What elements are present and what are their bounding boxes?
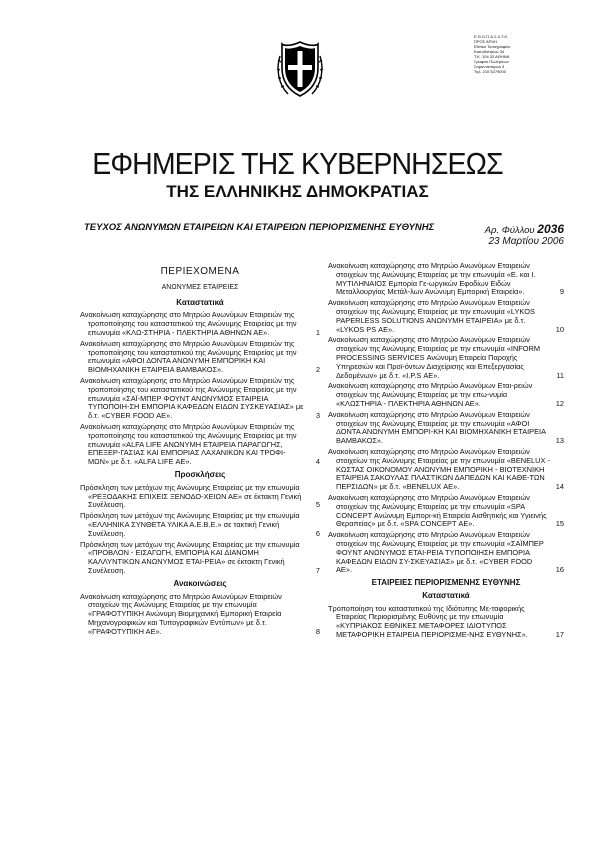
toc-entry-text: Ανακοίνωση καταχώρησης στο Μητρώο Ανωνύμων Εταιρειών στοιχείων της Ανώνυμης Εταιρείας με την επωνυμία «ΑΦΟΙ ΔΟΝΤΑ ΑΝΩΝΥΜΗ ΕΜΠΟΡΙ-ΚΗ ΚΑΙ ΒΙΟΜΗΧΑΝΙΚΗ ΕΤΑΙΡΕΙΑ ΒΑΜΒΑΚΟΣ». [328,409,546,446]
toc-entry-text: Ανακοίνωση καταχώρησης στο Μητρώο Ανωνύμων Εταιρειών στοιχείων της Ανώνυμης Εταιρείας με την επωνυμία «LYKOS PAPERLESS SOLUTIONS ΑΝΩΝΥΜΗ ΕΤΑΙΡΕΙΑ» με δ.τ. «LYKOS PS ΑΕ». [328,298,535,334]
toc-entry-text: Ανακοίνωση καταχώρησης στο Μητρώο Ανωνύμων Εταιρειών στοιχείων της Ανώνυμης Εταιρείας με την επωνυμία «SPA CONCEPT Ανώνυμη Εμπορι-κή Εταιρεία Αισθητικής και Υγιεινής Θεραπείας» με δ.τ. «SPA CONCEPT ΑΕ». [328,492,547,529]
toc-entry-page: 7 [315,565,320,575]
toc-entry[interactable] [80,377,320,421]
toc-entry[interactable] [80,512,320,538]
toc-entry-text: Ανακοίνωση καταχώρησης στο Μητρώο Ανωνύμων Εται-ρειών στοιχείων της Ανώνυμης Εταιρείας με την επω-νυμία «ΚΛΩΣΤΗΡΙΑ - ΠΛΕΚΤΗΡΙΑ ΑΘΗΝΩΝ ΑΕ». [328,381,533,408]
section-heading: ΕΤΑΙΡΕΙΕΣ ΠΕΡΙΟΡΙΣΜΕΝΗΣ ΕΥΘΥΝΗΣ [371,578,521,588]
toc-entry-text: Ανακοίνωση καταχώρησης στο Μητρώο Ανωνύμων Εταιρειών της τροποποίησης του καταστατικού της Ανώνυμης Εταιρείας με την επωνυμία «ΑΦΟΙ ΔΟΝΤΑ ΑΝΩΝΥΜΗ ΕΜΠΟΡΙΚΗ ΚΑΙ ΒΙΟΜΗΧΑΝΙΚΗ ΕΤΑΙΡΕΙΑ ΒΑΜΒΑΚΟΣ». [80,338,297,375]
toc-entry-page: 10 [555,324,564,334]
publisher-info [474,34,554,74]
masthead-title: ΕΦΗΜΕΡΙΣ ΤΗΣ ΚΥΒΕΡΝΗΣΕΩΣ [92,146,503,181]
toc-entry[interactable] [328,605,564,640]
toc-groups [80,299,320,637]
toc-entry-text: Ανακοίνωση καταχώρησης στο Μητρώο Ανωνύμων Εταιρειών της τροποποίησης του καταστατικού της Ανώνυμης Εταιρείας με την επωνυμία «ALFA LIFE ΑΝΩΝΥΜΗ ΕΤΑΙΡΕΙΑ ΠΑΡΑΓΩΓΗΣ, ΕΠΕΞΕΡ-ΓΑΣΙΑΣ ΚΑΙ ΕΜΠΟΡΙΑΣ ΛΑΧΑΝΙΚΩΝ ΚΑΙ ΤΡΟΦΙ-ΜΩΝ» με δ.τ. «ALFA LIFE ΑΕ». [80,421,297,467]
toc-entry[interactable] [328,336,564,380]
toc-entry-page: 17 [555,630,564,640]
toc-groups [328,262,564,640]
issue-line [84,222,564,236]
publisher-line: Εθνικό Τυπογραφείο [474,44,511,49]
publisher-line: Γραφείο Πωλήσεων [474,59,509,64]
toc-entry-text: Ανακοίνωση καταχώρησης στο Μητρώο Ανωνύμων Εταιρειών της τροποποίησης του καταστατικού της Ανώνυμης Εταιρείας με την επωνυμία «ΚΛΩ-ΣΤΗΡΙΑ - ΠΛΕΚΤΗΡΙΑ ΑΘΗΝΩΝ ΑΕ». [80,310,297,337]
toc-entry-text: Πρόσκληση των μετόχων της Ανώνυμης Εταιρείας με την επωνυμία «ΠΡΟΒΛΟΝ - ΕΙΣΑΓΩΓΗ, ΕΜΠΟΡΙΑ ΚΑΙ ΔΙΑΝΟΜΗ ΚΑΛΛΥΝΤΙΚΩΝ ΑΝΩΝΥΜΟΣ ΕΤΑΙ-ΡΕΙΑ» σε έκτακτη Γενική Συνέλευση. [80,539,300,575]
toc-entry-page: 1 [315,327,320,337]
sheet-number-group [485,222,564,236]
toc-entry-page: 5 [315,500,320,510]
toc-entry-text: Ανακοίνωση καταχώρησης στο Μητρώο Ανωνύμων Εταιρειών στοιχείων της Ανώνυμης Εταιρείας με την επωνυμία «BENELUX - ΚΩΣΤΑΣ ΟΙΚΟΝΟΜΟΥ ΑΝΩΝΥΜΗ ΕΜΠΟΡΙΚΗ - ΒΙΟΤΕΧΝΙΚΗ ΕΤΑΙΡΕΙΑ ΣΑΚΟΥΛΑΣ ΠΛΑΣΤΙΚΩΝ ΔΑΠΕΔΩΝ ΚΑΙ ΚΑΘΕ-ΤΩΝ ΠΕΡΣΙΔΩΝ» με δ.τ. «BENELUX ΑΕ». [328,446,550,492]
toc-title: ΠΕΡΙΕΧΟΜΕΝΑ [160,266,240,277]
toc-entry-page: 8 [315,626,320,636]
coat-of-arms-emblem [276,38,324,100]
toc-entry[interactable] [328,299,564,334]
toc-entry-text: Ανακοίνωση καταχώρησης στο Μητρώο Ανωνύμων Εταιρειών στοιχείων της Ανώνυμης Εταιρείας με την επωνυμία «Ε. και Ι. ΜΥΤΙΛΗΝΑΙΟΣ Εμπορία Γε-ωργικών Εφοδίων Ειδών Μεταλλουργίας Μετάλ-λων Ανώνυμη Εμπορική Εταιρεία». [328,261,536,297]
toc-entry[interactable] [328,262,564,297]
toc-entry[interactable] [328,531,564,575]
toc-entry-page: 14 [555,482,564,492]
issue-type: ΤΕΥΧΟΣ ΑΝΩΝΥΜΩΝ ΕΤΑΙΡΕΙΩΝ ΚΑΙ ΕΤΑΙΡΕΙΩΝ ΠΕΡΙΟΡΙΣΜΕΝΗΣ ΕΥΘΥΝΗΣ [84,222,435,233]
issue-date: 23 Μαρτίου 2006 [488,236,564,247]
toc-entry-page: 2 [315,365,320,375]
toc-entry[interactable] [80,593,320,637]
toc-entry[interactable] [80,484,320,510]
publisher-line: Τ.Κ. 104 32 ΑΘΗΝΑ [474,54,510,59]
publisher-line: Σαρανταπόρου 3 [474,64,505,69]
group-heading: Καταστατικά [422,590,470,600]
toc-entry[interactable] [328,382,564,408]
sheet-number: 2036 [537,222,564,236]
toc-entry[interactable] [328,494,564,529]
publisher-line: Καποδιστρίου 34 [474,49,505,54]
publisher-line: Ε.Θ.Ο.Π.Δ.Σ.Λ.Τ.Κ. [474,34,509,39]
toc-entry-text: Ανακοίνωση καταχώρησης στο Μητρώο Ανωνύμων Εταιρειών στοιχείων της Ανώνυμης Εταιρείας με την επωνυμία «ΣΑΪΜΠΕΡ ΦΟΥΝΤ ΑΝΩΝΥΜΟΣ ΕΤΑΙ-ΡΕΙΑ ΤΥΠΟΠΟΙΗΣΗ ΕΜΠΟΡΙΑ ΚΑΦΕΔΩΝ ΕΙΔΩΝ ΣΥ-ΣΚΕΥΑΣΙΑΣ» με δ.τ. «CYBER FOOD ΑΕ». [328,530,544,575]
toc-entry[interactable] [80,340,320,375]
toc-entry-page: 4 [315,457,320,467]
section-heading: ΑΝΩΝΥΜΕΣ ΕΤΑΙΡΕΙΕΣ [161,283,239,291]
toc-entry-page: 6 [315,528,320,538]
toc-entry-text: Ανακοίνωση καταχώρησης στο Μητρώο Ανωνύμων Εταιρειών της τροποποίησης του καταστατικού της Ανώνυμης Εταιρείας με την επωνυμία «ΣΑΪ-ΜΠΕΡ ΦΟΥΝΤ ΑΝΩΝΥΜΟΣ ΕΤΑΙΡΕΙΑ ΤΥΠΟΠΟΙΗ-ΣΗ ΕΜΠΟΡΙΑ ΚΑΦΕΔΩΝ ΕΙΔΩΝ ΣΥΣΚΕΥΑΣΙΑΣ» με δ.τ. «CYBER FOOD ΑΕ». [80,375,304,421]
toc-entry[interactable] [80,541,320,576]
toc-entry[interactable] [328,411,564,446]
group-heading: Καταστατικά [176,297,224,307]
toc-entry-page: 12 [555,398,564,408]
masthead-subtitle: ΤΗΣ ΕΛΛΗΝΙΚΗΣ ΔΗΜΟΚΡΑΤΙΑΣ [166,182,429,201]
toc-entry-page: 15 [555,519,564,529]
toc-entry-page: 16 [555,565,564,575]
sheet-label: Αρ. Φύλλου [484,225,535,236]
toc-entry-page: 3 [315,411,320,421]
toc-entry-text: Ανακοίνωση καταχώρησης στο Μητρώο Ανωνύμων Εταιρειών στοιχείων της Ανώνυμης Εταιρείας με την επωνυμία «ΓΡΑΦΟΤΥΠΙΚΗ Ανώνυμη Βιομηχανική Εμπορική Εταιρεία Μηχανογραφικών και Τυπογραφικών Εντύπων» με δ.τ. «ΓΡΑΦΟΤΥΠΙΚΗ ΑΕ». [80,591,282,636]
toc-entry[interactable] [328,448,564,492]
toc-right-column [328,262,564,642]
toc-entry-text: Πρόσκληση των μετόχων της Ανώνυμης Εταιρείας με την επωνυμία «ΕΛΛΗΝΙΚΑ ΣΥΝΘΕΤΑ ΥΛΙΚΑ Α.Ε.Β.Ε.» σε τακτική Γενική Συνέλευση. [80,511,300,538]
toc-entry-text: Πρόσκληση των μετόχων της Ανώνυμης Εταιρείας με την επωνυμία «ΡΕΞΟΔΑΚΗΣ ΕΠΙΧΕΙΣ ΞΕΝΟΔΟ-ΧΕΙΩΝ ΑΕ» σε έκτακτη Γενική Συνέλευση. [80,482,302,510]
toc-entry-text: Τροποποίηση του καταστατικού της Ιδιότυπης Με-ταφορικής Εταιρείας Περιορισμένης Ευθύνης με την επωνυμία «ΚΥΠΡΙΑΚΟΣ ΕΘΝΙΚΕΣ ΜΕΤΑΦΟΡΕΣ ΙΔΙΟΤΥΠΟΣ ΜΕΤΑΦΟΡΙΚΗ ΕΤΑΙΡΕΙΑ ΠΕΡΙΟΡΙΣΜΕ-ΝΗΣ ΕΥΘΥΝΗΣ». [328,603,528,640]
group-heading: Ανακοινώσεις [173,578,227,588]
toc-entry-page: 9 [559,287,564,297]
toc-left-column [80,262,320,638]
publisher-line: ΠΡΟΣ ΑΡΧΗ [474,39,497,44]
toc-entry-page: 13 [555,436,564,446]
toc-entry[interactable] [80,423,320,467]
group-heading: Προσκλήσεις [174,469,226,479]
toc-entry-page: 11 [556,370,564,380]
toc-entry[interactable] [80,311,320,337]
toc-entry-text: Ανακοίνωση καταχώρησης στο Μητρώο Ανωνύμων Εταιρειών στοιχείων της Ανώνυμης Εταιρείας με την επωνυμία «INFORM PROCESSING SERVICES Ανώνυμη Εταιρεία Παροχής Υπηρεσιών και Προϊ-όντων Διαχείρισης και Επεξεργασίας Δεδομένων» με δ.τ. «I.P.S ΑΕ». [328,335,541,380]
publisher-line: Τηλ. 210 5279000 [474,69,506,74]
